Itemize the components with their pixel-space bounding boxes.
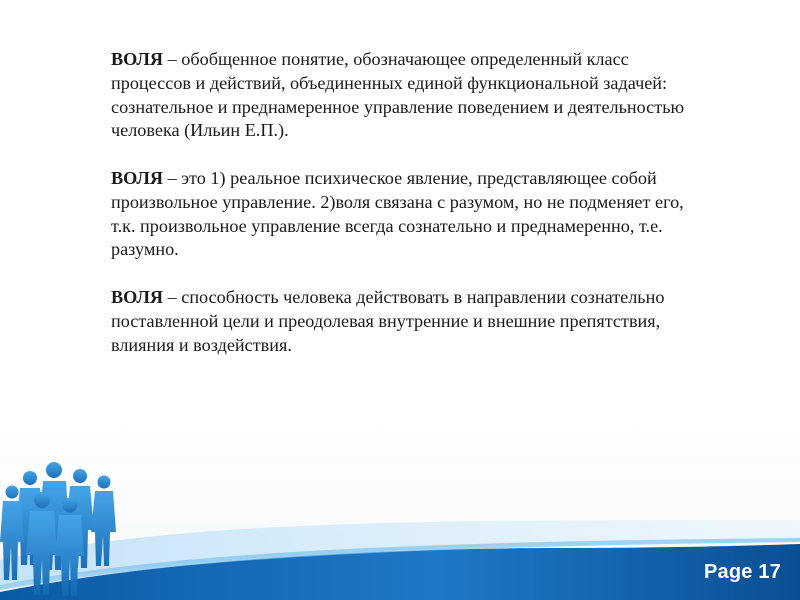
definition-text: – способность человека действовать в направлении сознательно поставленной цели и преодолевая внутренние и внешние препятствия, влияния и воздействия. [111,286,665,355]
definition-text: – это 1) реальное психическое явление, представляющее собой произвольное управление. 2)воля связана с разумом, но не подменяет его, т.к. произвольное управление всегда сознательно и преднамеренно, т.е. разумно. [111,167,684,260]
page-number: Page 17 [704,561,782,583]
definition-term: ВОЛЯ [111,167,164,188]
definition-paragraph-1 [111,48,686,143]
definition-term: ВОЛЯ [111,286,164,307]
definition-paragraph-3 [111,286,686,357]
definition-paragraph-2 [111,167,686,262]
definition-term: ВОЛЯ [111,49,164,69]
definition-text: – обобщенное понятие, обозначающее определенный класс процессов и действий, объединенных единой функциональной задачей: сознательное и преднамеренное управление поведением и деятельностью человека (Ильин Е.П.). [111,49,685,141]
slide-body [111,48,686,381]
